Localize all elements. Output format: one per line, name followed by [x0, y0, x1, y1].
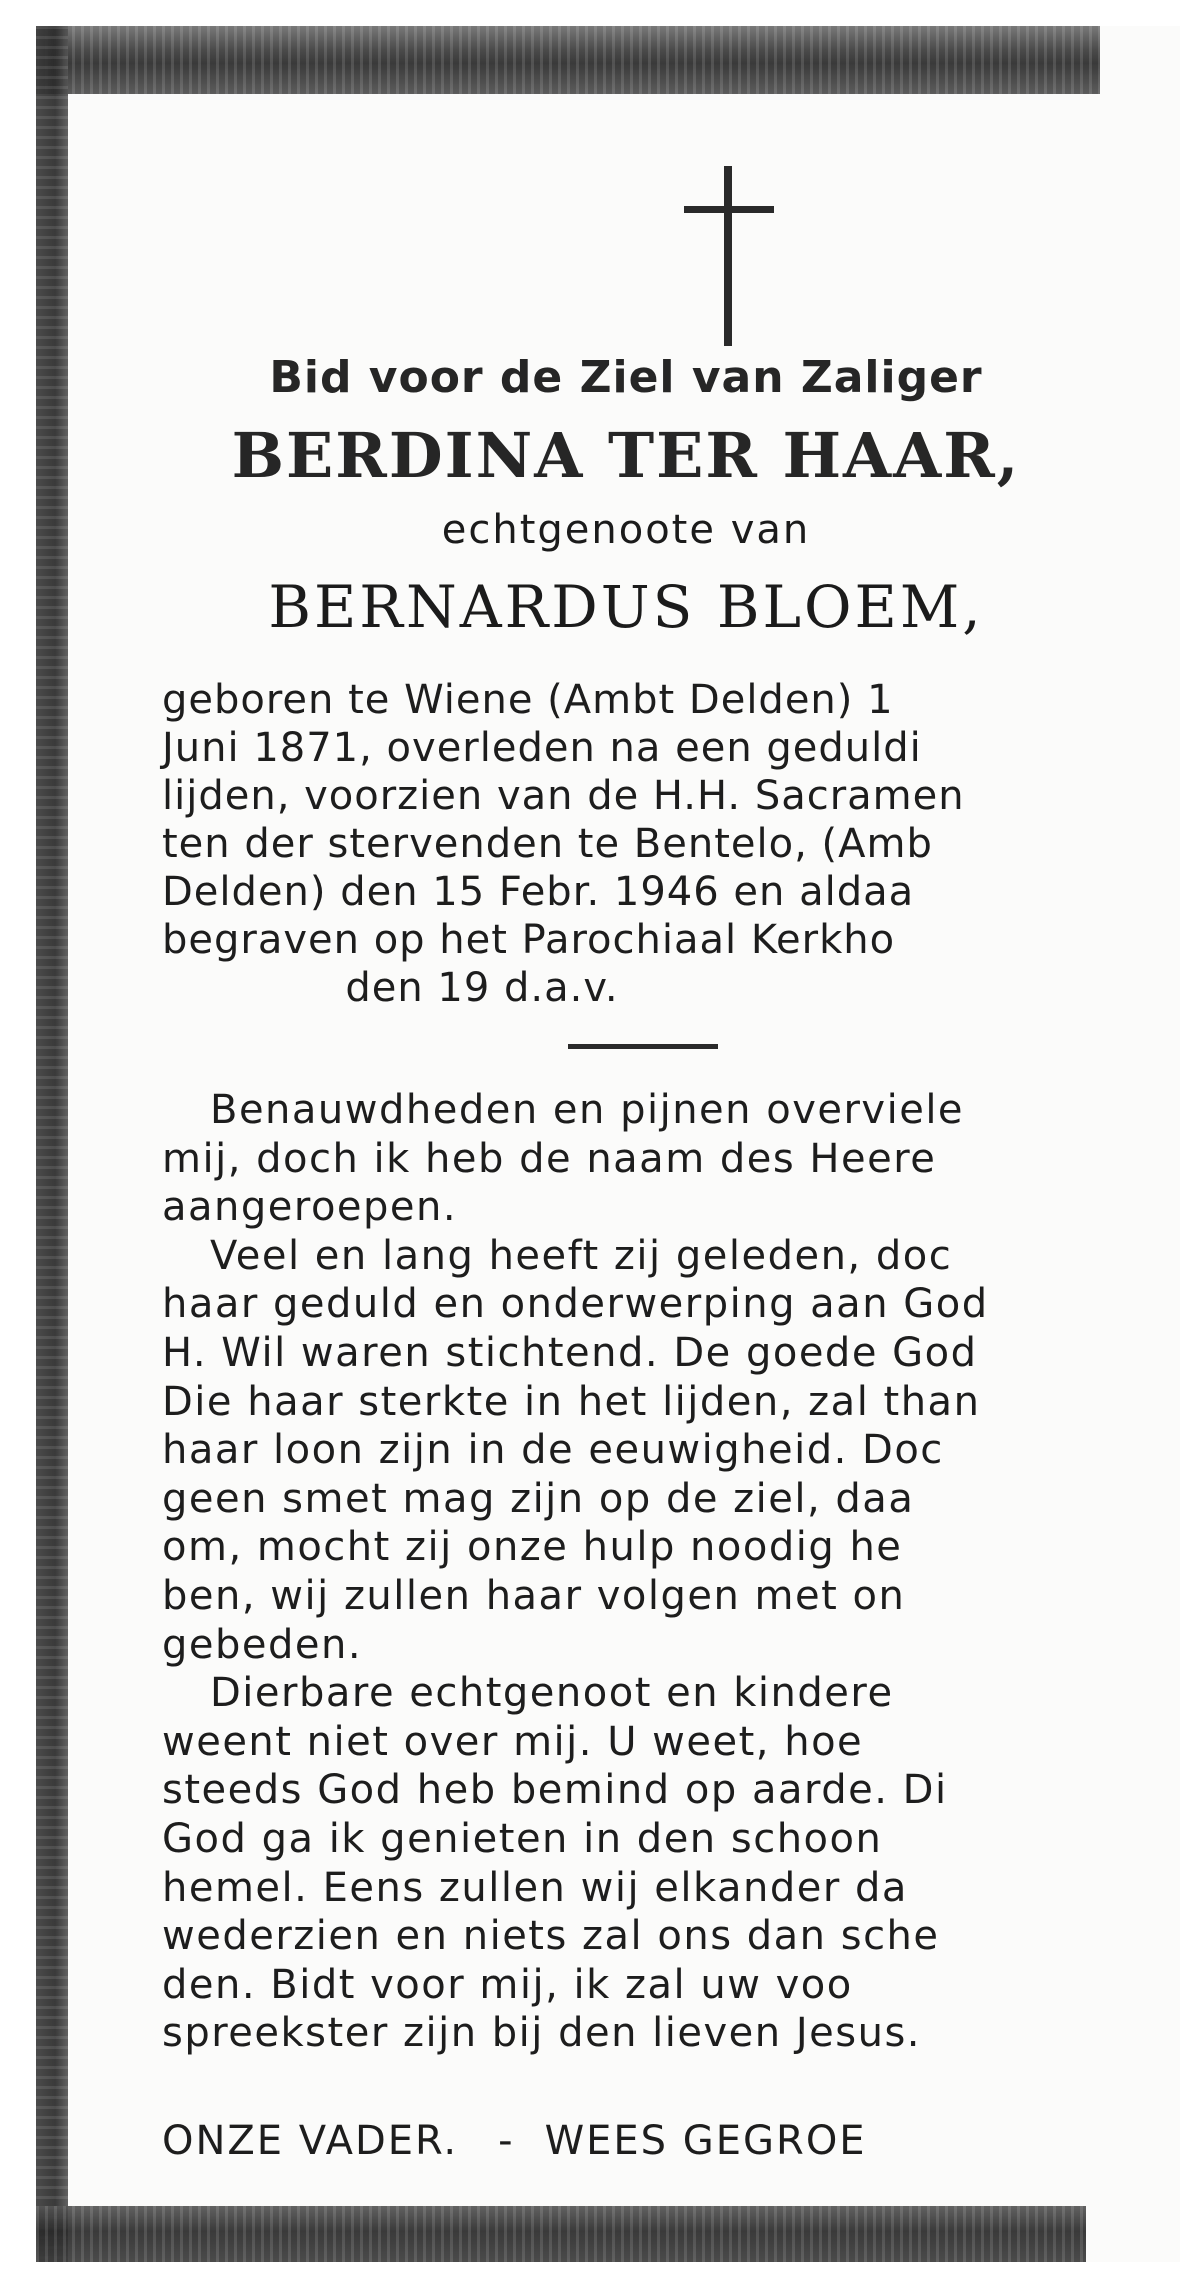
closing-prayers	[162, 2118, 1126, 2164]
prayer-text	[162, 1086, 1126, 2058]
closing-separator: -	[498, 2118, 515, 2164]
heading	[126, 346, 1126, 650]
card-border-left	[36, 26, 68, 2262]
latin-cross-icon	[684, 166, 774, 346]
prayer-line: Die haar sterkte in het lijden, zal than	[162, 1378, 981, 1425]
biography-line: lijden, voorzien van de H.H. Sacramen	[162, 773, 965, 819]
biography-line: ten der stervenden te Bentelo, (Amb	[162, 821, 933, 867]
prayer-line: H. Wil waren stichtend. De goede God	[162, 1329, 978, 1376]
biography-line: den 19 d.a.v.	[345, 965, 619, 1011]
biography-line: begraven op het Parochiaal Kerkho	[162, 917, 896, 963]
prayer-line: geen smet mag zijn op de ziel, daa	[162, 1475, 915, 1522]
biography	[162, 676, 1126, 1012]
prayer-line: om, mocht zij onze hulp noodig he	[162, 1524, 903, 1571]
prayer-line: aangeroepen.	[162, 1184, 458, 1231]
prayer-line: den. Bidt voor mij, ik zal uw voo	[162, 1961, 853, 2008]
spouse-label: echtgenoote van	[441, 507, 811, 553]
spouse-name: BERNARDUS BLOEM,	[268, 573, 984, 641]
divider-rule	[568, 1044, 718, 1049]
prayer-line: spreekster zijn bij den lieven Jesus.	[162, 2010, 921, 2057]
prayer-line: ben, wij zullen haar volgen met on	[162, 1572, 906, 1619]
prayer-line: mij, doch ik heb de naam des Heere	[162, 1135, 937, 1182]
memorial-card	[36, 26, 1180, 2262]
prayer-line: wederzien en niets zal ons dan sche	[162, 1913, 940, 1960]
prayer-line: God ga ik genieten in den schoon	[162, 1815, 883, 1862]
prayer-line: weent niet over mij. U weet, hoe	[162, 1718, 864, 1765]
biography-line: Juni 1871, overleden na een geduldi	[162, 725, 922, 771]
prayer-line: haar geduld en onderwerping aan God	[162, 1281, 989, 1328]
hail-mary-label: WEES GEGROE	[544, 2118, 867, 2164]
pray-line: Bid voor de Ziel van Zaliger	[269, 352, 983, 403]
prayer-line: gebeden.	[162, 1621, 363, 1668]
prayer-line: Veel en lang heeft zij geleden, doc	[210, 1232, 953, 1279]
card-content	[126, 26, 1126, 2262]
prayer-line: Dierbare echtgenoot en kindere	[210, 1670, 894, 1717]
deceased-name: BERDINA TER HAAR,	[231, 419, 1021, 492]
prayer-line: Benauwdheden en pijnen overviele	[210, 1087, 965, 1133]
prayer-line: hemel. Eens zullen wij elkander da	[162, 1864, 908, 1911]
biography-line: Delden) den 15 Febr. 1946 en aldaa	[162, 869, 915, 915]
prayer-line: steeds God heb bemind op aarde. Di	[162, 1767, 948, 1814]
prayer-line: haar loon zijn in de eeuwigheid. Doc	[162, 1427, 944, 1474]
biography-line: geboren te Wiene (Ambt Delden) 1	[162, 677, 894, 723]
our-father-label: ONZE VADER.	[162, 2118, 459, 2164]
